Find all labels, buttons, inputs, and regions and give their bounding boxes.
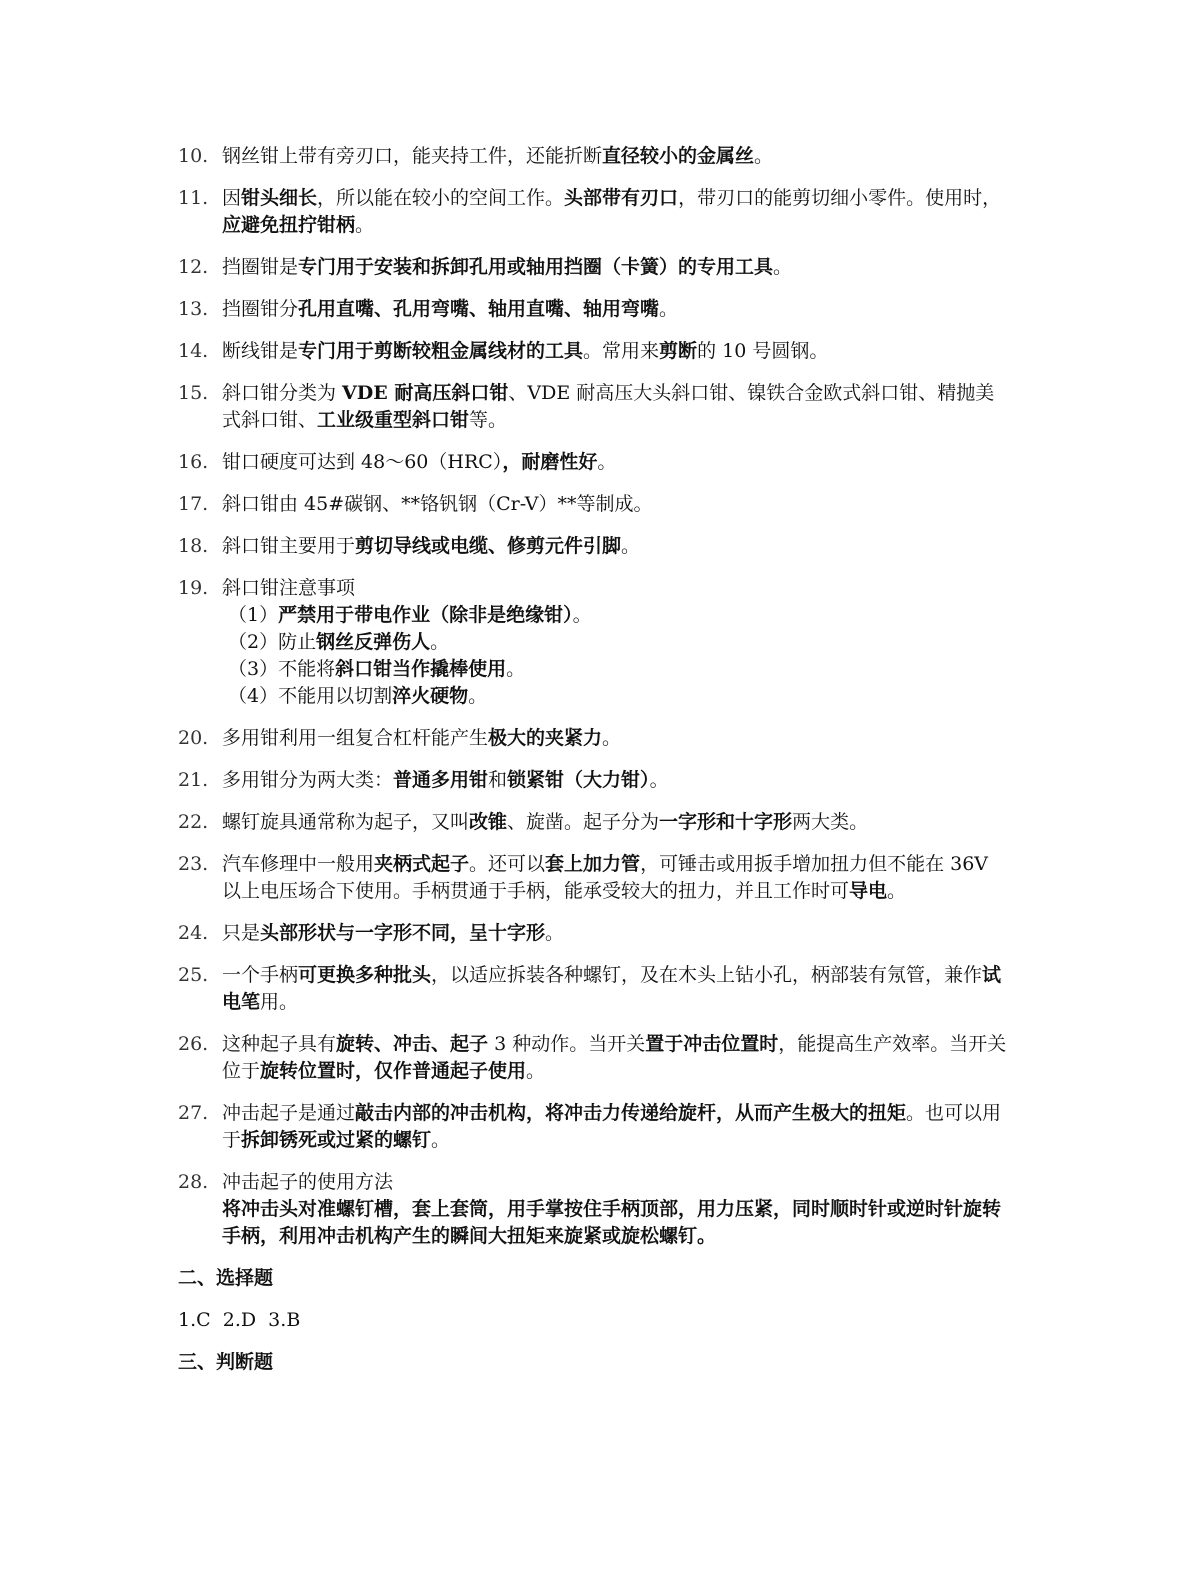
answer-item [178, 296, 1008, 323]
bold-text-segment: 套上加力管 [545, 853, 641, 875]
answer-item [178, 1031, 1008, 1085]
bold-text-segment: 淬火硬物 [392, 685, 469, 707]
text-segment: 。 [572, 604, 592, 626]
text-segment: 冲击起子的使用方法 [222, 1171, 394, 1193]
text-segment: 挡圈钳是 [222, 256, 299, 278]
item-number: 18. [178, 535, 209, 557]
item-text [222, 533, 1008, 560]
bold-text-segment: 头部带有刃口 [564, 187, 679, 209]
text-segment: 斜口钳由 45#碳钢、**铬钒钢（Cr-V）**等制成。 [222, 493, 653, 515]
text-segment: 斜口钳主要用于 [222, 535, 356, 557]
bold-text-segment: 斜口钳当作撬棒使用 [335, 658, 507, 680]
answer-item [178, 185, 1008, 239]
bold-text-segment: 严禁用于带电作业（除非是绝缘钳） [278, 604, 573, 626]
text-segment: 一个手柄 [222, 964, 299, 986]
item-text [222, 449, 1008, 476]
item-text [222, 1169, 1008, 1250]
item-number: 19. [178, 577, 209, 599]
item-line [222, 338, 1008, 365]
text-segment: 。 [431, 1129, 451, 1151]
bold-text-segment: 试电笔 [222, 964, 1002, 1013]
item-line [222, 1031, 1008, 1085]
text-segment: 。 [659, 298, 679, 320]
text-segment: 。 [355, 214, 375, 236]
item-text [222, 725, 1008, 752]
item-number: 26. [178, 1033, 209, 1055]
answer-item [178, 143, 1008, 170]
item-number: 12. [178, 256, 209, 278]
text-segment: 钳口硬度可达到 48～60（HRC） [222, 451, 503, 473]
item-number: 16. [178, 451, 209, 473]
text-segment: 钢丝钳上带有旁刃口，能夹持工件，还能折断 [222, 145, 603, 167]
item-text [222, 380, 1008, 434]
bold-text-segment: 普通多用钳 [393, 769, 489, 791]
text-segment: 、VDE 耐高压大头斜口钳、镍铁合金欧式斜口钳、精抛美式斜口钳、 [222, 382, 995, 431]
text-segment: 等。 [469, 409, 508, 431]
text-segment: ，能提高生产效率。当开关位于 [222, 1033, 1007, 1082]
bold-text-segment: 应避免扭拧钳柄 [222, 214, 356, 236]
item-text [222, 575, 1008, 710]
text-segment: 。 [887, 880, 907, 902]
answer-item [178, 1169, 1008, 1250]
bold-text-segment: ，耐磨性好 [502, 451, 598, 473]
answer-item [178, 767, 1008, 794]
text-segment: 。 [754, 145, 774, 167]
bold-text-segment: 旋转、冲击、起子 [336, 1033, 489, 1055]
text-segment: 这种起子具有 [222, 1033, 337, 1055]
item-number: 10. [178, 145, 209, 167]
bold-text-segment: 孔用直嘴、孔用弯嘴、轴用直嘴、轴用弯嘴 [298, 298, 660, 320]
item-number: 22. [178, 811, 209, 833]
text-segment: 冲击起子是通过 [222, 1102, 356, 1124]
item-line [222, 533, 1008, 560]
bold-text-segment: 改锥 [469, 811, 508, 833]
item-text [222, 767, 1008, 794]
text-segment: （4）不能用以切割 [228, 685, 393, 707]
bold-text-segment: 锁紧钳（大力钳） [507, 769, 650, 791]
bold-text-segment: 头部形状与一字形不同，呈十字形 [260, 922, 546, 944]
bold-text-segment: VDE 耐高压斜口钳 [342, 382, 509, 404]
choice-answers: 1.C 2.D 3.B [178, 1309, 301, 1331]
item-line [222, 449, 1008, 476]
bold-text-segment: 钳头细长 [241, 187, 318, 209]
bold-text-segment: 敲击内部的冲击机构，将冲击力传递给旋杆，从而产生极大的扭矩 [355, 1102, 907, 1124]
item-text [222, 254, 1008, 281]
text-segment: 断线钳是 [222, 340, 299, 362]
item-number: 14. [178, 340, 209, 362]
item-number: 25. [178, 964, 209, 986]
bold-text-segment: 直径较小的金属丝 [602, 145, 755, 167]
text-segment: ，以适应拆装各种螺钉，及在木头上钻小孔，柄部装有氖管，兼作 [431, 964, 983, 986]
answer-item [178, 533, 1008, 560]
item-number: 27. [178, 1102, 209, 1124]
bold-text-segment: 夹柄式起子 [374, 853, 470, 875]
answer-item [178, 254, 1008, 281]
bold-text-segment: 钢丝反弹伤人 [316, 631, 431, 653]
text-segment: 螺钉旋具通常称为起子，又叫 [222, 811, 470, 833]
item-text [222, 185, 1008, 239]
item-number: 23. [178, 853, 209, 875]
text-segment: 。常用来 [583, 340, 660, 362]
bold-text-segment: 置于冲击位置时 [645, 1033, 779, 1055]
item-text [222, 143, 1008, 170]
item-text [222, 1031, 1008, 1085]
item-number: 17. [178, 493, 209, 515]
section-heading-judgment: 三、判断题 [178, 1351, 274, 1373]
item-number: 13. [178, 298, 209, 320]
text-segment: 。 [621, 535, 641, 557]
text-segment: 用。 [260, 991, 299, 1013]
answer-content [178, 143, 1008, 1391]
text-segment: 。 [649, 769, 669, 791]
text-segment: 、旋凿。起子分为 [507, 811, 660, 833]
item-line [222, 851, 1008, 905]
text-segment: ，所以能在较小的空间工作。 [317, 187, 565, 209]
text-segment: 。 [597, 451, 617, 473]
bold-text-segment: 旋转位置时，仅作普通起子使用 [260, 1060, 527, 1082]
answer-item [178, 809, 1008, 836]
item-line [222, 683, 1008, 710]
text-segment: 挡圈钳分 [222, 298, 299, 320]
item-number: 24. [178, 922, 209, 944]
text-segment: 和 [488, 769, 508, 791]
item-text [222, 296, 1008, 323]
text-segment: 多用钳利用一组复合杠杆能产生 [222, 727, 489, 749]
bold-text-segment: 拆卸锈死或过紧的螺钉 [241, 1129, 432, 1151]
bold-text-segment: 导电 [849, 880, 888, 902]
item-number: 20. [178, 727, 209, 749]
text-segment: 。 [430, 631, 450, 653]
item-line [222, 602, 1008, 629]
item-line [222, 185, 1008, 239]
item-line [222, 767, 1008, 794]
text-segment: 只是 [222, 922, 261, 944]
text-segment: 。还可以 [469, 853, 546, 875]
bold-text-segment: 剪切导线或电缆、修剪元件引脚 [355, 535, 622, 557]
answer-item [178, 449, 1008, 476]
answer-item [178, 725, 1008, 752]
bold-text-segment: 专门用于剪断较粗金属线材的工具 [298, 340, 584, 362]
item-line [222, 1169, 1008, 1196]
item-line [222, 296, 1008, 323]
item-text [222, 851, 1008, 905]
item-text [222, 920, 1008, 947]
answer-item [178, 380, 1008, 434]
text-segment: 的 10 号圆钢。 [697, 340, 829, 362]
item-line [222, 575, 1008, 602]
answer-item [178, 491, 1008, 518]
item-line [222, 629, 1008, 656]
text-segment: （3）不能将 [228, 658, 336, 680]
text-segment: 。 [526, 1060, 546, 1082]
text-segment: 汽车修理中一般用 [222, 853, 375, 875]
item-line [222, 962, 1008, 1016]
item-text [222, 1100, 1008, 1154]
item-line [222, 254, 1008, 281]
text-segment: 斜口钳分类为 [222, 382, 343, 404]
item-line [222, 920, 1008, 947]
section-heading-choice: 二、选择题 [178, 1267, 274, 1289]
item-line [222, 1100, 1008, 1154]
item-text [222, 809, 1008, 836]
bold-text-segment: 工业级重型斜口钳 [317, 409, 470, 431]
text-segment: 两大类。 [792, 811, 869, 833]
answer-item [178, 1100, 1008, 1154]
text-segment: 多用钳分为两大类： [222, 769, 394, 791]
text-segment: ，带刃口的能剪切细小零件。使用时， [678, 187, 1002, 209]
item-line [222, 809, 1008, 836]
text-segment: 。 [773, 256, 793, 278]
text-segment: （2）防止 [228, 631, 317, 653]
text-segment: 3 种动作。当开关 [488, 1033, 646, 1055]
text-segment: 。也可以用于 [222, 1102, 1002, 1151]
answer-item [178, 851, 1008, 905]
bold-text-segment: 剪断 [659, 340, 698, 362]
answer-list [178, 143, 1008, 1250]
item-text [222, 491, 1008, 518]
text-segment: （1） [228, 604, 279, 626]
item-number: 15. [178, 382, 209, 404]
item-text [222, 338, 1008, 365]
item-line [222, 380, 1008, 434]
item-text [222, 962, 1008, 1016]
item-line [222, 725, 1008, 752]
answer-item [178, 338, 1008, 365]
bold-text-segment: 将冲击头对准螺钉槽，套上套筒，用手掌按住手柄顶部，用力压紧，同时顺时针或逆时针旋转手柄，利用冲击机构产生的瞬间大扭矩来旋紧或旋松螺钉。 [222, 1198, 1002, 1247]
text-segment: 斜口钳注意事项 [222, 577, 356, 599]
text-segment: 。 [545, 922, 565, 944]
item-number: 28. [178, 1171, 209, 1193]
text-segment: ，可锤击或用扳手增加扭力但不能在 36V 以上电压场合下使用。手柄贯通于手柄，能承受较大的扭力，并且工作时可 [222, 853, 995, 902]
text-segment: 。 [602, 727, 622, 749]
item-number: 11. [178, 187, 209, 209]
bold-text-segment: 可更换多种批头 [298, 964, 432, 986]
item-line [222, 491, 1008, 518]
answer-item [178, 962, 1008, 1016]
item-line [222, 1196, 1008, 1250]
answer-item [178, 575, 1008, 710]
text-segment: 。 [506, 658, 526, 680]
answer-item [178, 920, 1008, 947]
bold-text-segment: 一字形和十字形 [659, 811, 793, 833]
text-segment: 。 [468, 685, 488, 707]
item-line [222, 656, 1008, 683]
bold-text-segment: 专门用于安装和拆卸孔用或轴用挡圈（卡簧）的专用工具 [298, 256, 774, 278]
item-number: 21. [178, 769, 209, 791]
item-line [222, 143, 1008, 170]
text-segment: 因 [222, 187, 242, 209]
bold-text-segment: 极大的夹紧力 [488, 727, 603, 749]
